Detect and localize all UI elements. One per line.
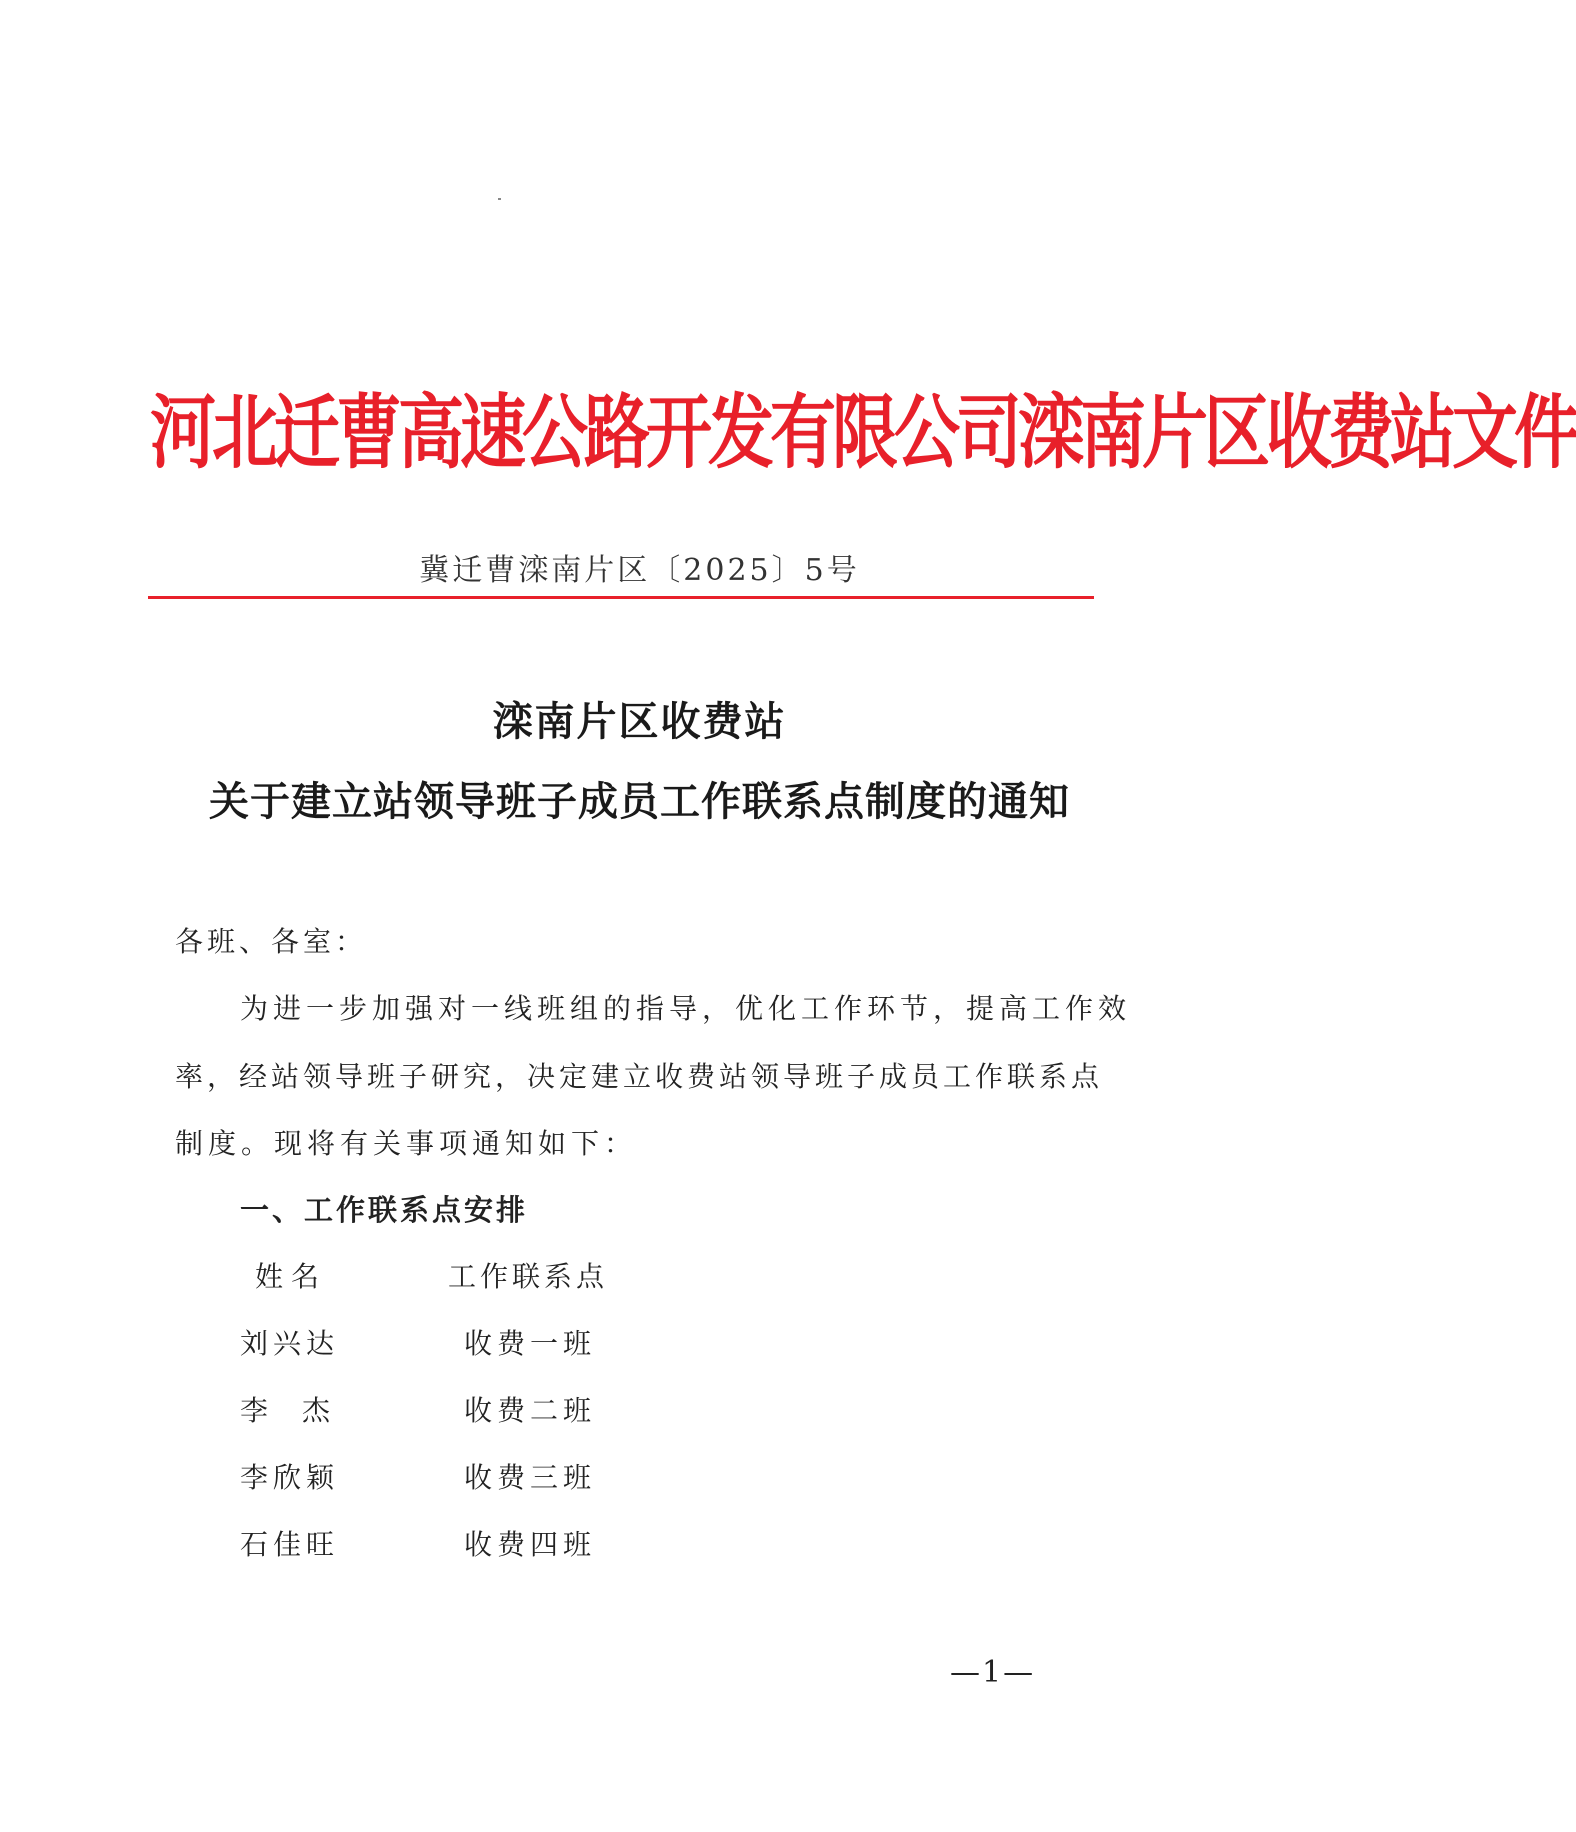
section-heading: 一、工作联系点安排: [240, 1193, 529, 1227]
member-name: 李杰: [240, 1394, 365, 1427]
contact-point: 收费四班: [464, 1528, 597, 1561]
paragraph-line: 率，经站领导班子研究，决定建立收费站领导班子成员工作联系点: [175, 1060, 1104, 1093]
issuer-title: 河北迁曹高速公路开发有限公司滦南片区收费站文件: [150, 386, 1576, 481]
column-header-name: 姓名: [255, 1260, 328, 1293]
contact-point: 收费三班: [464, 1461, 597, 1494]
contact-point: 收费一班: [464, 1327, 597, 1360]
column-header-contact-point: 工作联系点: [448, 1260, 609, 1293]
notice-title-line-2: 关于建立站领导班子成员工作联系点制度的通知: [209, 778, 1070, 825]
salutation: 各班、各室：: [175, 925, 368, 958]
contact-point: 收费二班: [464, 1394, 597, 1427]
document-number: 冀迁曹滦南片区〔2025〕5号: [419, 553, 860, 588]
paragraph-line: 为进一步加强对一线班组的指导，优化工作环节，提高工作效: [240, 992, 1132, 1025]
member-name: 李欣颖: [240, 1461, 340, 1494]
notice-title-line-1: 滦南片区收费站: [492, 698, 787, 745]
paragraph-line: 制度。现将有关事项通知如下：: [175, 1127, 638, 1160]
red-divider-line: [148, 596, 1094, 599]
member-name: 石佳旺: [240, 1528, 340, 1561]
page-number: —1—: [950, 1655, 1036, 1690]
scan-speck: [498, 198, 501, 200]
member-name: 刘兴达: [240, 1327, 340, 1360]
